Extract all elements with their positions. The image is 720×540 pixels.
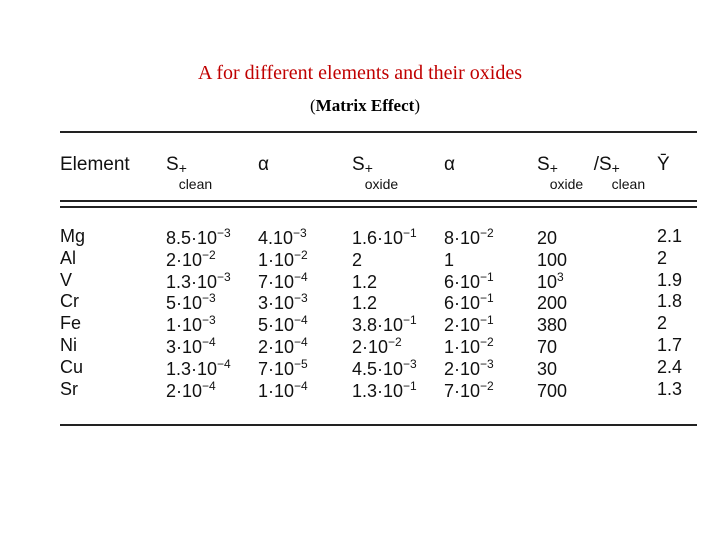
- cell-s-clean: [166, 291, 216, 314]
- cell-ratio: [537, 270, 564, 293]
- cell-alpha-2-exponent: −1: [480, 269, 494, 284]
- cell-alpha-2-base: 2·10: [444, 358, 481, 379]
- cell-alpha-1-base: 3·10: [258, 293, 295, 314]
- cell-ratio: [537, 379, 567, 402]
- cell-alpha-2-base: 7·10: [444, 380, 481, 401]
- slide-subtitle: [0, 96, 720, 116]
- cell-s-clean-base: 2·10: [166, 249, 203, 270]
- cell-ratio-base: 100: [537, 249, 568, 270]
- header-s-oxide-sup: +: [364, 160, 373, 176]
- cell-alpha-1-exponent: −2: [294, 247, 308, 262]
- cell-s-oxide-exponent: −2: [388, 335, 402, 349]
- cell-s-clean-exponent: −4: [202, 335, 216, 349]
- cell-alpha-2: [444, 226, 494, 249]
- subtitle-open-paren: (: [310, 96, 316, 115]
- cell-ratio-base: 380: [537, 315, 568, 336]
- cell-s-oxide-exponent: −3: [403, 356, 417, 371]
- cell-s-oxide-base: 1.2: [352, 293, 378, 314]
- cell-s-clean-exponent: −4: [202, 378, 216, 393]
- cell-alpha-1-base: 1·10: [258, 380, 295, 401]
- cell-s-oxide-exponent: −1: [403, 313, 417, 328]
- cell-y-bar: 2: [657, 247, 668, 268]
- cell-s-clean-base: 3·10: [166, 337, 203, 357]
- header-s-oxide-base: S: [352, 154, 365, 175]
- cell-alpha-1-exponent: −4: [294, 378, 308, 393]
- cell-alpha-1: [258, 248, 308, 271]
- cell-alpha-2-exponent: −1: [480, 313, 494, 328]
- header-s-clean-sub: clean: [178, 176, 213, 192]
- cell-s-oxide: [352, 313, 417, 336]
- cell-s-oxide-base: 2·10: [352, 337, 389, 357]
- cell-alpha-2-base: 1: [444, 249, 455, 270]
- cell-ratio-base: 70: [537, 337, 558, 357]
- cell-s-clean-exponent: −2: [202, 247, 216, 262]
- cell-s-oxide: [352, 335, 402, 358]
- cell-ratio: [537, 357, 557, 380]
- header-ratio-num-sub: oxide: [549, 176, 584, 192]
- cell-ratio: [537, 291, 567, 314]
- cell-alpha-2: [444, 248, 454, 271]
- cell-alpha-1-exponent: −5: [294, 356, 308, 371]
- cell-alpha-2-base: 2·10: [444, 315, 481, 336]
- header-ratio-den-sup: +: [611, 160, 620, 176]
- cell-s-oxide-base: 1.6·10: [352, 228, 404, 248]
- header-s-clean-base: S: [166, 154, 179, 175]
- cell-s-oxide: [352, 379, 417, 402]
- cell-alpha-2-base: 1·10: [444, 337, 481, 357]
- cell-alpha-1-exponent: −4: [294, 313, 308, 328]
- cell-y-bar: 2: [657, 313, 668, 334]
- cell-s-clean-exponent: −3: [202, 313, 216, 328]
- header-y-bar: Ȳ: [657, 154, 670, 175]
- header-ratio-slash: /S: [593, 154, 612, 175]
- cell-s-clean-exponent: −4: [217, 356, 231, 371]
- cell-s-clean: [166, 313, 216, 336]
- cell-alpha-2-exponent: −2: [480, 226, 494, 240]
- cell-ratio-base: 200: [537, 293, 568, 314]
- cell-alpha-1: [258, 379, 308, 402]
- header-s-oxide-sub: oxide: [364, 176, 399, 192]
- cell-element: Cr: [60, 291, 79, 312]
- cell-alpha-2-exponent: −3: [480, 356, 494, 371]
- cell-s-clean-base: 1·10: [166, 315, 203, 336]
- cell-s-oxide-base: 1.2: [352, 271, 378, 292]
- cell-s-oxide-base: 1.3·10: [352, 380, 404, 401]
- header-s-clean: [166, 154, 213, 192]
- cell-s-clean: [166, 248, 216, 271]
- cell-s-clean-base: 5·10: [166, 293, 203, 314]
- cell-y-bar: 1.3: [657, 378, 683, 399]
- cell-alpha-1-base: 7·10: [258, 271, 295, 292]
- cell-element: Mg: [60, 226, 86, 246]
- cell-ratio: [537, 248, 567, 271]
- cell-ratio-base: 700: [537, 380, 568, 401]
- cell-ratio-base: 10: [537, 271, 558, 292]
- cell-ratio-base: 20: [537, 228, 558, 248]
- cell-s-oxide-exponent: −1: [403, 226, 417, 240]
- cell-alpha-1: [258, 313, 308, 336]
- cell-alpha-1: [258, 357, 308, 380]
- cell-s-oxide-base: 3.8·10: [352, 315, 404, 336]
- header-ratio: [537, 154, 646, 192]
- cell-ratio-exponent: 3: [557, 269, 564, 284]
- cell-ratio-base: 30: [537, 358, 558, 379]
- cell-s-oxide-base: 2: [352, 249, 363, 270]
- header-s-oxide: [352, 154, 399, 192]
- cell-alpha-1-exponent: −4: [294, 269, 308, 284]
- header-element: Element: [60, 154, 130, 175]
- cell-alpha-2-exponent: −2: [480, 378, 494, 393]
- cell-s-clean: [166, 357, 231, 380]
- cell-s-oxide: [352, 248, 362, 271]
- subtitle-close-paren: ): [414, 96, 420, 115]
- cell-alpha-2: [444, 270, 494, 293]
- cell-element: Sr: [60, 378, 78, 399]
- header-alpha-2: α: [444, 154, 455, 175]
- header-ratio-num-base: S: [537, 154, 550, 175]
- cell-alpha-2: [444, 335, 494, 358]
- cell-alpha-1: [258, 291, 308, 314]
- cell-s-clean: [166, 270, 231, 293]
- cell-s-clean: [166, 226, 231, 249]
- header-rule-2: [60, 206, 697, 208]
- cell-s-clean-exponent: −3: [217, 269, 231, 284]
- cell-s-clean-base: 1.3·10: [166, 358, 218, 379]
- cell-alpha-1-exponent: −4: [294, 335, 308, 349]
- cell-y-bar: 2.1: [657, 226, 683, 246]
- cell-element: Ni: [60, 335, 77, 355]
- cell-element: V: [60, 269, 73, 290]
- cell-alpha-2-base: 6·10: [444, 271, 481, 292]
- cell-s-oxide-exponent: −1: [403, 378, 417, 393]
- cell-alpha-2: [444, 291, 494, 314]
- cell-alpha-1-base: 4.10: [258, 228, 294, 248]
- cell-s-clean-base: 8.5·10: [166, 228, 218, 248]
- cell-s-clean: [166, 335, 216, 358]
- header-alpha-1: α: [258, 154, 269, 175]
- cell-alpha-1-base: 5·10: [258, 315, 295, 336]
- cell-s-oxide-base: 4.5·10: [352, 358, 404, 379]
- cell-alpha-2: [444, 313, 494, 336]
- header-rule-1: [60, 200, 697, 202]
- cell-alpha-2: [444, 379, 494, 402]
- cell-y-bar: 1.9: [657, 269, 683, 290]
- table-bottom-rule: [60, 424, 697, 426]
- cell-alpha-2-exponent: −1: [480, 291, 494, 306]
- header-ratio-num-sup: +: [549, 160, 558, 176]
- cell-s-clean-exponent: −3: [202, 291, 216, 306]
- cell-alpha-1: [258, 270, 308, 293]
- cell-ratio: [537, 335, 557, 358]
- cell-s-clean-exponent: −3: [217, 226, 231, 240]
- cell-alpha-1-base: 1·10: [258, 249, 295, 270]
- cell-element: Cu: [60, 356, 84, 377]
- cell-alpha-2: [444, 357, 494, 380]
- cell-alpha-1-base: 7·10: [258, 358, 295, 379]
- slide-title: A for different elements and their oxides: [198, 62, 522, 84]
- cell-alpha-1-exponent: −3: [293, 226, 307, 240]
- cell-alpha-1: [258, 226, 307, 249]
- cell-s-oxide: [352, 226, 417, 249]
- cell-s-oxide: [352, 357, 417, 380]
- header-s-clean-sup: +: [178, 160, 187, 176]
- cell-y-bar: 1.8: [657, 291, 683, 312]
- cell-ratio: [537, 313, 567, 336]
- cell-alpha-2-base: 8·10: [444, 228, 481, 248]
- table-top-rule: [60, 131, 697, 133]
- cell-alpha-2-base: 6·10: [444, 293, 481, 314]
- subtitle-matrix-effect: Matrix Effect: [315, 96, 415, 115]
- cell-s-clean-base: 1.3·10: [166, 271, 218, 292]
- cell-alpha-2-exponent: −2: [480, 335, 494, 349]
- cell-y-bar: 1.7: [657, 335, 683, 355]
- cell-element: Al: [60, 247, 77, 268]
- cell-ratio: [537, 226, 557, 249]
- cell-s-oxide: [352, 291, 377, 314]
- cell-s-oxide: [352, 270, 377, 293]
- cell-alpha-1: [258, 335, 308, 358]
- cell-s-clean: [166, 379, 216, 402]
- cell-alpha-1-base: 2·10: [258, 337, 295, 357]
- cell-s-clean-base: 2·10: [166, 380, 203, 401]
- cell-element: Fe: [60, 313, 82, 334]
- cell-y-bar: 2.4: [657, 356, 683, 377]
- cell-alpha-1-exponent: −3: [294, 291, 308, 306]
- header-ratio-den-sub: clean: [611, 176, 646, 192]
